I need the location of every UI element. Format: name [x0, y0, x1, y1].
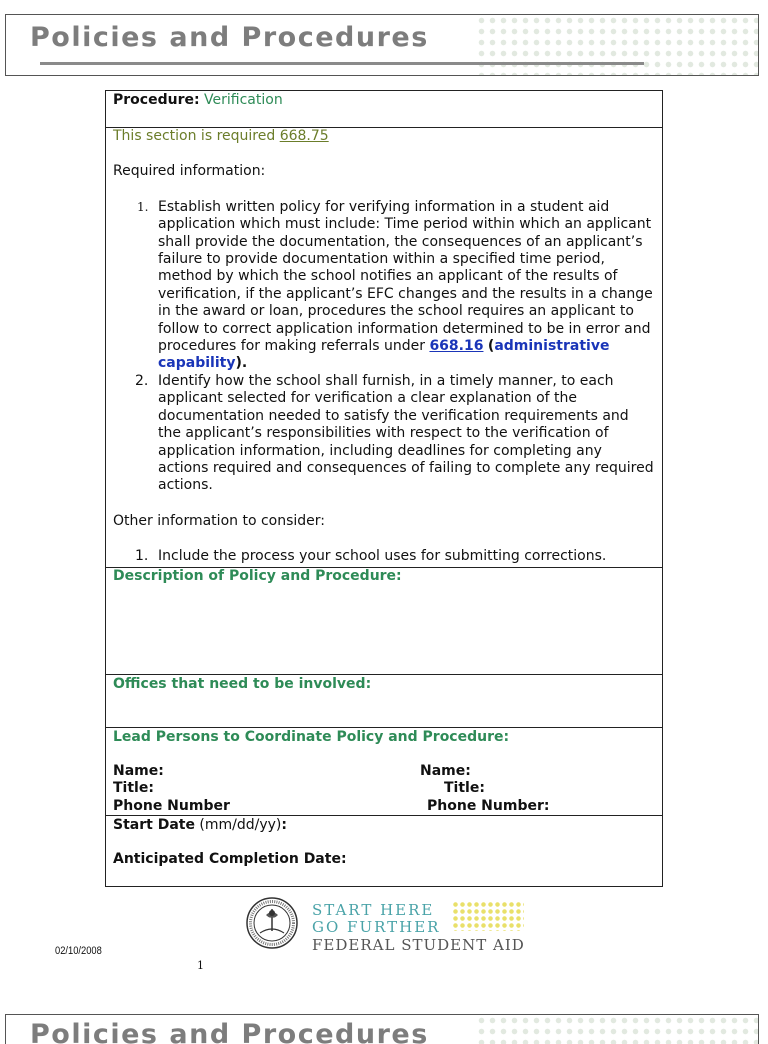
other-intro: Other information to consider: — [113, 512, 326, 529]
reg-668-16-link[interactable]: 668.16 — [429, 338, 484, 355]
department-seal-icon — [246, 897, 298, 949]
admin-capability-link[interactable]: administrative capability — [158, 338, 610, 372]
required-intro: Required information: — [113, 163, 266, 180]
list-item-text: Identify how the school shall furnish, in a timely manner, to each applicant selected for verification a clear explanation of the documentation needed to satisfy the verification requirements and the applicant’s responsibilities with respect to the verification of application information, including deadlines for completing any actions required and consequences of failing to complete any required actions. — [158, 372, 654, 494]
list-item-text: Include the process your school uses for submitting corrections. — [158, 548, 607, 565]
procedure-name: Verification — [204, 92, 283, 108]
logo-line-start-here: START HERE — [312, 901, 435, 919]
procedure-label: Procedure: — [113, 92, 200, 108]
phone-right-label: Phone Number: — [427, 797, 550, 814]
dates-section[interactable] — [106, 816, 662, 886]
logo-line-go-further: GO FURTHER — [312, 918, 441, 936]
logo-line-federal-student-aid: FEDERAL STUDENT AID — [312, 936, 525, 954]
list-number: 1. — [135, 548, 149, 565]
next-page-header — [5, 1014, 759, 1044]
start-date-colon: : — [281, 817, 287, 833]
lead-persons-section[interactable] — [106, 728, 662, 816]
lead-left-column — [113, 763, 230, 815]
paren-close: ). — [235, 355, 248, 372]
list-number: 1. — [137, 199, 149, 214]
procedure-row — [106, 91, 662, 128]
other-list — [113, 548, 655, 565]
offices-section[interactable] — [106, 675, 662, 728]
completion-date-label: Anticipated Completion Date: — [113, 851, 347, 868]
footer-date: 02/10/2008 — [55, 945, 102, 957]
procedure-form — [105, 90, 663, 887]
list-item — [113, 373, 655, 495]
header-rule — [40, 62, 644, 65]
start-date-line — [113, 816, 655, 834]
phone-left-label: Phone Number — [113, 797, 230, 814]
list-number: 2. — [135, 372, 149, 389]
logo-dot-pattern — [452, 901, 524, 931]
description-section[interactable] — [106, 568, 662, 675]
header-dot-pattern — [476, 15, 759, 76]
paren-open: ( — [487, 338, 495, 355]
title-left-label: Title: — [113, 780, 154, 797]
list-item — [113, 199, 655, 373]
page-number: 1 — [197, 959, 204, 972]
reg-668-75-link[interactable]: 668.75 — [279, 128, 329, 144]
name-left-label: Name: — [113, 763, 164, 779]
lead-heading: Lead Persons to Coordinate Policy and Procedure: — [113, 729, 510, 745]
header-dot-pattern — [476, 1015, 759, 1044]
page-header — [5, 14, 759, 76]
start-date-label: Start Date — [113, 817, 195, 833]
header-title: Policies and Procedures — [30, 22, 429, 53]
required-heading: This section is required — [113, 128, 276, 144]
start-date-format: (mm/dd/yy) — [199, 817, 282, 833]
name-right-label: Name: — [420, 763, 471, 779]
next-page-header-title: Policies and Procedures — [30, 1019, 429, 1044]
list-item-text: Establish written policy for verifying information in a student aid application which must include: Time period within which an applicant shall provide the documentation, the consequences of an applicant’s failure to provide documentation within a specified time period, method by which the school notifies an applicant of the results of verification, if the applicant’s EFC changes and the results in a change in the award or loan, procedures the school requires an applicant to follow to correct application information determined to be in error and procedures for making referrals under — [158, 198, 653, 355]
lead-right-column — [420, 763, 549, 815]
description-heading: Description of Policy and Procedure: — [113, 568, 402, 584]
list-item — [113, 548, 655, 565]
required-list — [113, 199, 655, 495]
required-section — [106, 128, 662, 568]
title-right-label: Title: — [444, 780, 485, 797]
offices-heading: Offices that need to be involved: — [113, 676, 372, 692]
